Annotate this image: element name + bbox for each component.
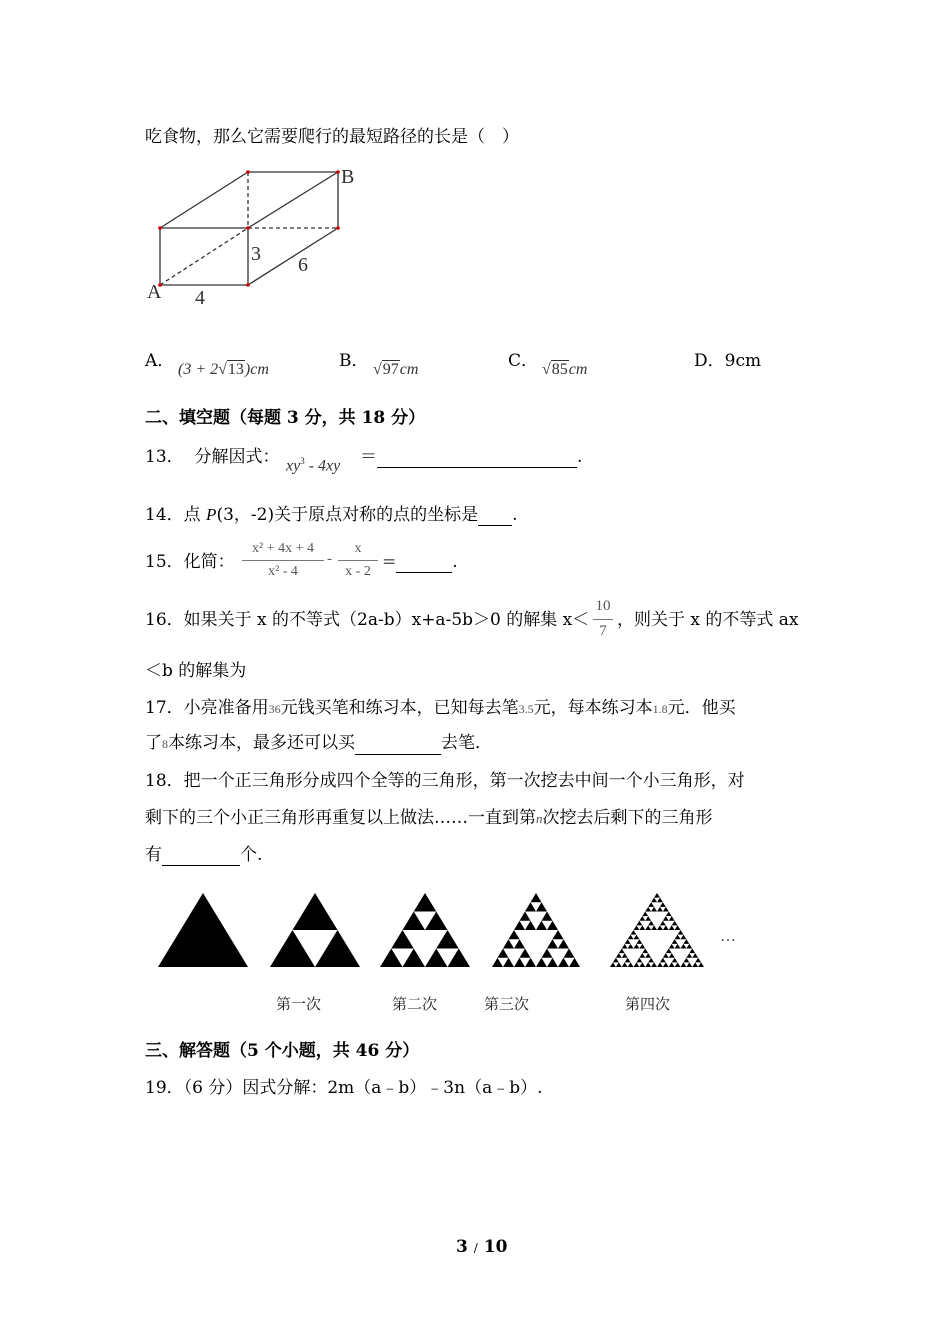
cuboid-figure: [140, 160, 370, 310]
q13-expr: $xy^3 - 4xy$: [286, 456, 341, 475]
section2-title: 二、填空题（每题 3 分，共 18 分）: [145, 408, 426, 428]
dim-6: 6: [298, 254, 308, 276]
q18-line1: 18．把一个正三角形分成四个全等的三角形，第一次挖去中间一个小三角形，对: [145, 771, 745, 791]
q18-line3: 有 个.: [145, 845, 263, 865]
bottom-right-edge: [248, 228, 338, 285]
q15-num1: x² + 4x + 4: [252, 541, 314, 556]
caption-4: 第四次: [625, 995, 671, 1013]
section3-title: 三、解答题（5 个小题，共 46 分）: [145, 1041, 420, 1061]
dim-3: 3: [251, 243, 261, 265]
q14: 14．点 P(3，-2)关于原点对称的点的坐标是 .: [145, 505, 518, 525]
ellipsis: …: [720, 928, 736, 945]
caption-3: 第三次: [484, 995, 530, 1013]
dim-4: 4: [195, 287, 205, 309]
q15-minus: -: [327, 551, 332, 567]
q15-label: 15．化简：: [145, 552, 235, 572]
option-c-letter: C．: [508, 351, 539, 371]
top-left-edge: [160, 172, 248, 228]
top-right-edge: [248, 172, 338, 228]
option-a-expr: (3 + 2√13)cm: [178, 361, 269, 378]
label-a: A: [147, 281, 162, 303]
q16-frac-bar: [593, 619, 613, 620]
q12-stem-tail: 吃食物，那么它需要爬行的最短路径的长是（ ）: [145, 127, 519, 147]
option-b-letter: B．: [339, 351, 369, 371]
q15-blank: [396, 554, 452, 573]
q15-den1: x² - 4: [268, 564, 298, 579]
hidden-diagonal-edge: [160, 228, 248, 285]
q15-num2: x: [354, 541, 362, 556]
sierpinski-level-0: [158, 893, 248, 967]
q17-line1: 17．小亮准备用36元钱买笔和练习本，已知每去笔3.5元，每本练习本1.8元．他买: [145, 698, 736, 718]
caption-1: 第一次: [276, 995, 322, 1013]
q14-blank: [478, 507, 512, 526]
q17-blank: [355, 736, 441, 755]
q15-den2: x - 2: [345, 564, 371, 579]
page-number: 3 / 10: [456, 1237, 508, 1257]
label-b: B: [341, 166, 355, 188]
q13-label: 13． 分解因式：: [145, 447, 280, 467]
q15-bar1: [242, 560, 324, 561]
q16-frac-num: 10: [595, 598, 611, 614]
q15-answer: = .: [382, 552, 458, 572]
q19: 19．（6 分）因式分解：2m（a﹣b）﹣3n（a﹣b）.: [145, 1078, 543, 1098]
caption-2: 第二次: [392, 995, 438, 1013]
q13-answer: ＝ .: [360, 447, 583, 467]
q16-line2: ＜b 的解集为: [145, 661, 247, 681]
q13-blank: [377, 449, 577, 468]
option-b-expr: √97cm: [373, 361, 419, 378]
q15-bar2: [338, 560, 378, 561]
sierpinski-figure: [150, 885, 750, 975]
q18-blank: [162, 847, 240, 866]
q16-frac-den: 7: [599, 623, 607, 639]
option-a-letter: A．: [145, 351, 175, 371]
q17-line2: 了8本练习本，最多还可以买 去笔．: [145, 733, 492, 753]
option-d: D．9cm: [694, 351, 762, 371]
q16-line1: 16．如果关于 x 的不等式（2a-b）x+a-5b＞0 的解集 x＜: [145, 610, 590, 630]
option-c-expr: √85cm: [542, 361, 588, 378]
q16-line1-tail: ，则关于 x 的不等式 ax: [617, 610, 799, 630]
q18-line2: 剩下的三个小正三角形再重复以上做法……一直到第n次挖去后剩下的三角形: [145, 808, 713, 828]
